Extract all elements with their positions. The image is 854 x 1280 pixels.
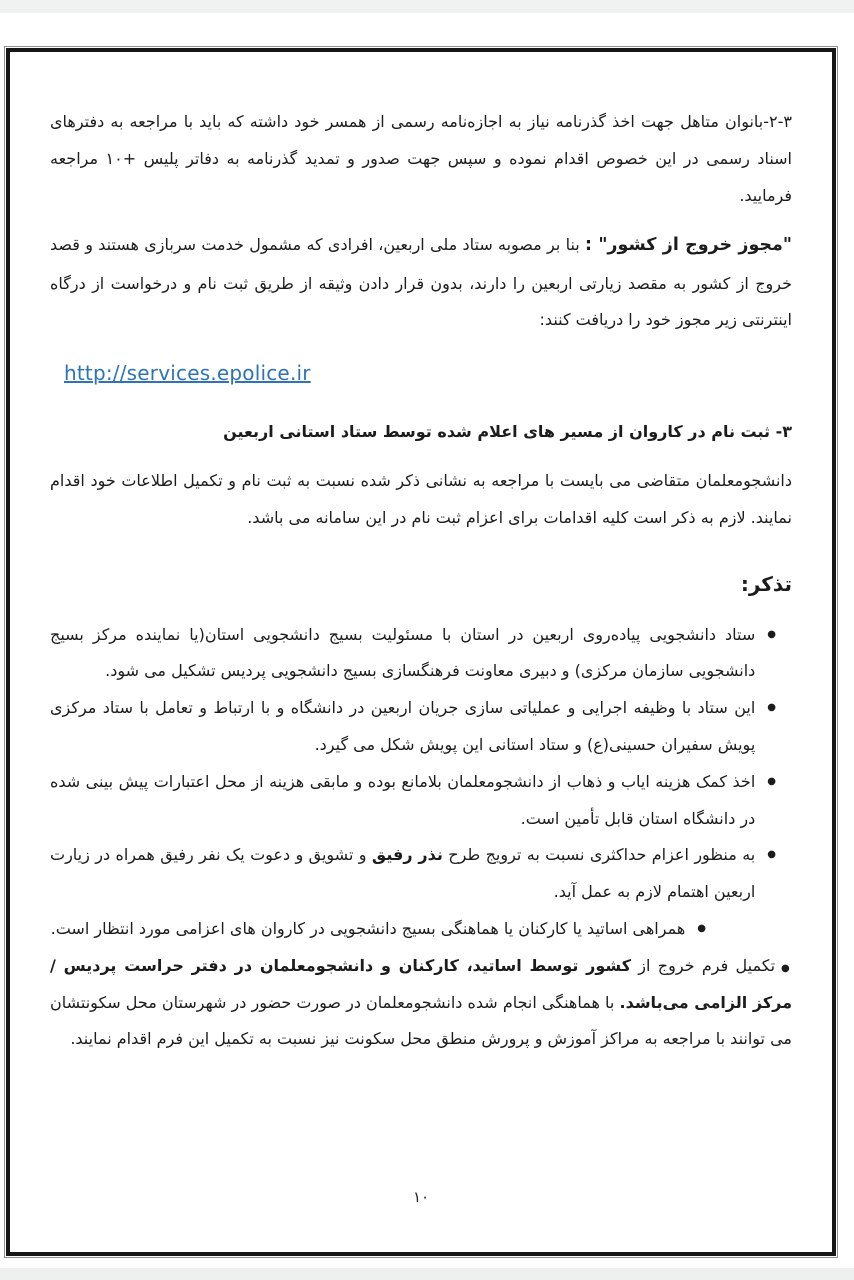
bullet-text: به منظور اعزام حداکثری نسبت به ترویج طرح نذر رفیق و تشویق و دعوت یک نفر رفیق همراه در زیارت اربعین اهتمام لازم به عمل آید.: [50, 845, 756, 902]
section-3-heading: ۳- ثبت نام در کاروان از مسیر های اعلام شده توسط ستاد استانی اربعین: [223, 422, 792, 442]
bullet-icon: ●: [781, 962, 792, 974]
bullet-text: ستاد دانشجویی پیاده‌روی اربعین در استان با مسئولیت بسیج دانشجویی استان(یا نماینده مرکز بسیج دانشجویی سازمان مرکزی) و دبیری معاونت فرهنگسازی بسیج دانشجویی پردیس تشکیل می شود.: [50, 624, 756, 681]
exit-form-bold: کشور توسط اساتید، کارکنان و دانشجومعلمان در دفتر حراست پردیس / مرکز الزامی می‌باشد.: [50, 955, 792, 1012]
bullet-travel-cost: [50, 764, 792, 838]
bullet-exit-form: ●تکمیل فرم خروج از کشور توسط اساتید، کارکنان و دانشجومعلمان در دفتر حراست پردیس / مرکز الزامی می‌باشد. با هماهنگی انجام شده دانشجومعلمان در صورت حضور در شهرستان محل سکونتشان می توانند با مراجعه به مراکز آموزش و پرورش منطق محل سکونت نیز نسبت به تکمیل این فرم اقدام نمایند.: [50, 955, 792, 1049]
bullet-icon: ●: [767, 849, 776, 861]
bullet-nazr-rafigh: [50, 837, 792, 911]
bullet-icon: ●: [767, 775, 776, 787]
nazr-rafigh-bold: نذر رفیق: [371, 845, 443, 865]
scan-edge-top: [0, 0, 854, 13]
page-number: ۱۰: [412, 1187, 430, 1206]
note-heading: تذکر:: [740, 571, 792, 596]
exit-permit-body: بنا بر مصوبه ستاد ملی اربعین، افرادی که مشمول خدمت سربازی هستند و قصد خروج از کشور به مقصد زیارتی اربعین را دارند، بدون قرار دادن وثیقه از طریق ثبت نام و درخواست از درگاه اینترنتی زیر مجوز خود را دریافت کنند:: [50, 235, 792, 330]
bullet-text: اخذ کمک هزینه ایاب و ذهاب از دانشجومعلمان بلامانع بوده و مابقی هزینه از محل اعتبارات پیش بینی شده در دانشگاه استان قابل تأمین است.: [50, 771, 756, 828]
bullet-accompanying-staff: [50, 911, 792, 948]
epolice-link-row: [64, 350, 792, 396]
bullet-icon: ●: [767, 702, 776, 714]
bullet-student-hq: [50, 617, 792, 691]
epolice-services-link[interactable]: http://services.epolice.ir: [64, 361, 311, 386]
paragraph-caravan-registration: دانشجومعلمان متقاضی می بایست با مراجعه به نشانی ذکر شده نسبت به ثبت نام و تکمیل اطلاعات خود اقدام نمایند. لازم به ذکر است کلیه اقدامات برای اعزام ثبت نام در این سامانه می باشد.: [50, 471, 792, 527]
bullet-text: این ستاد با وظیفه اجرایی و عملیاتی سازی جریان اربعین در دانشگاه و با ارتباط و تعامل با ستاد مرکزی پویش سفیران حسینی(ع) و ستاد استانی این پویش شکل می گیرد.: [50, 698, 756, 755]
scan-edge-bottom: [0, 1268, 854, 1280]
bullet-icon: ●: [697, 923, 706, 934]
paragraph-passport-spouse-permission: ۲-۳-بانوان متاهل جهت اخذ گذرنامه نیاز به اجازه‌نامه رسمی از همسر خود داشته که باید با مراجعه به دفترهای اسناد رسمی در این خصوص اقدام نموده و سپس جهت صدور و تمدید گذرنامه به دفاتر پلیس +۱۰ مراجعه فرمایید.: [50, 112, 793, 205]
bullet-icon: ●: [767, 628, 776, 640]
document-page: [6, 48, 836, 1256]
paragraph-exit-permit: [50, 225, 792, 339]
bullet-executive-role: [50, 690, 792, 764]
exit-permit-title: "مجوز خروج از کشور" :: [585, 235, 792, 256]
bullet-text: همراهی اساتید یا کارکنان یا هماهنگی بسیج دانشجویی در کاروان های اعزامی مورد انتظار است.: [50, 919, 686, 938]
